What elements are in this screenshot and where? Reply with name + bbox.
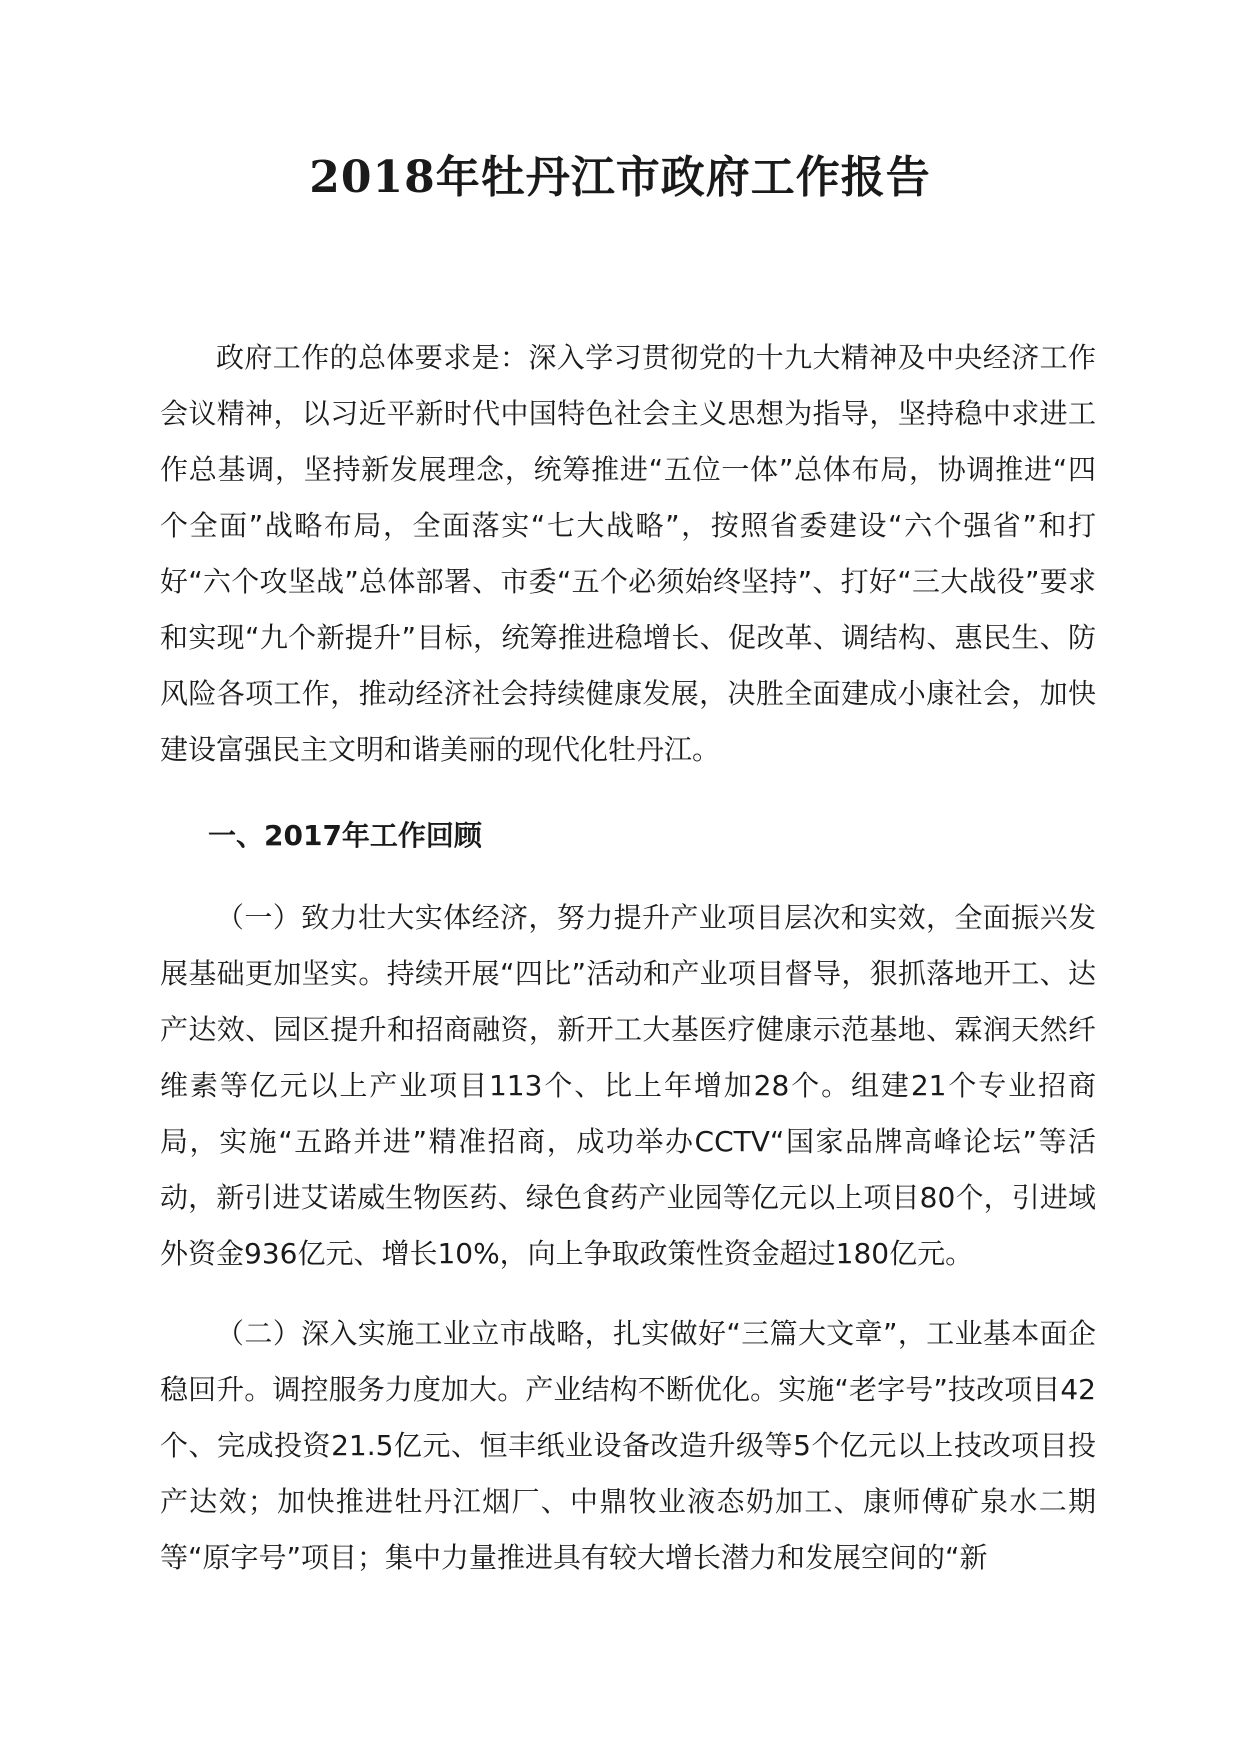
section-paragraph-2: （二）深入实施工业立市战略，扎实做好“三篇大文章”，工业基本面企稳回升。调控服务力度加大。产业结构不断优化。实施“老字号”技改项目42个、完成投资21.5亿元、恒丰纸业设备改造升级等5个亿元以上技改项目投产达效；加快推进牡丹江烟厂、中鼎牧业液态奶加工、康师傅矿泉水二期等“原字号”项目；集中力量推进具有较大增长潜力和发展空间的“新 xyxy=(160,1317,1096,1574)
section-heading: 一、2017年工作回顾 xyxy=(208,819,482,852)
section-paragraph-1: （一）致力壮大实体经济，努力提升产业项目层次和实效，全面振兴发展基础更加坚实。持续开展“四比”活动和产业项目督导，狠抓落地开工、达产达效、园区提升和招商融资，新开工大基医疗健康示范基地、霖润天然纤维素等亿元以上产业项目113个、比上年增加28个。组建21个专业招商局，实施“五路并进”精准招商，成功举办CCTV“国家品牌高峰论坛”等活动，新引进艾诺威生物医药、绿色食药产业园等亿元以上项目80个，引进域外资金936亿元、增长10%，向上争取政策性资金超过180亿元。 xyxy=(160,901,1096,1270)
document-title: 2018年牡丹江市政府工作报告 xyxy=(309,152,931,203)
intro-paragraph: 政府工作的总体要求是：深入学习贯彻党的十九大精神及中央经济工作会议精神，以习近平新时代中国特色社会主义思想为指导，坚持稳中求进工作总基调，坚持新发展理念，统筹推进“五位一体”总体布局，协调推进“四个全面”战略布局，全面落实“七大战略”，按照省委建设“六个强省”和打好“六个攻坚战”总体部署、市委“五个必须始终坚持”、打好“三大战役”要求和实现“九个新提升”目标，统筹推进稳增长、促改革、调结构、惠民生、防风险各项工作，推动经济社会持续健康发展，决胜全面建成小康社会，加快建设富强民主文明和谐美丽的现代化牡丹江。 xyxy=(160,341,1096,766)
